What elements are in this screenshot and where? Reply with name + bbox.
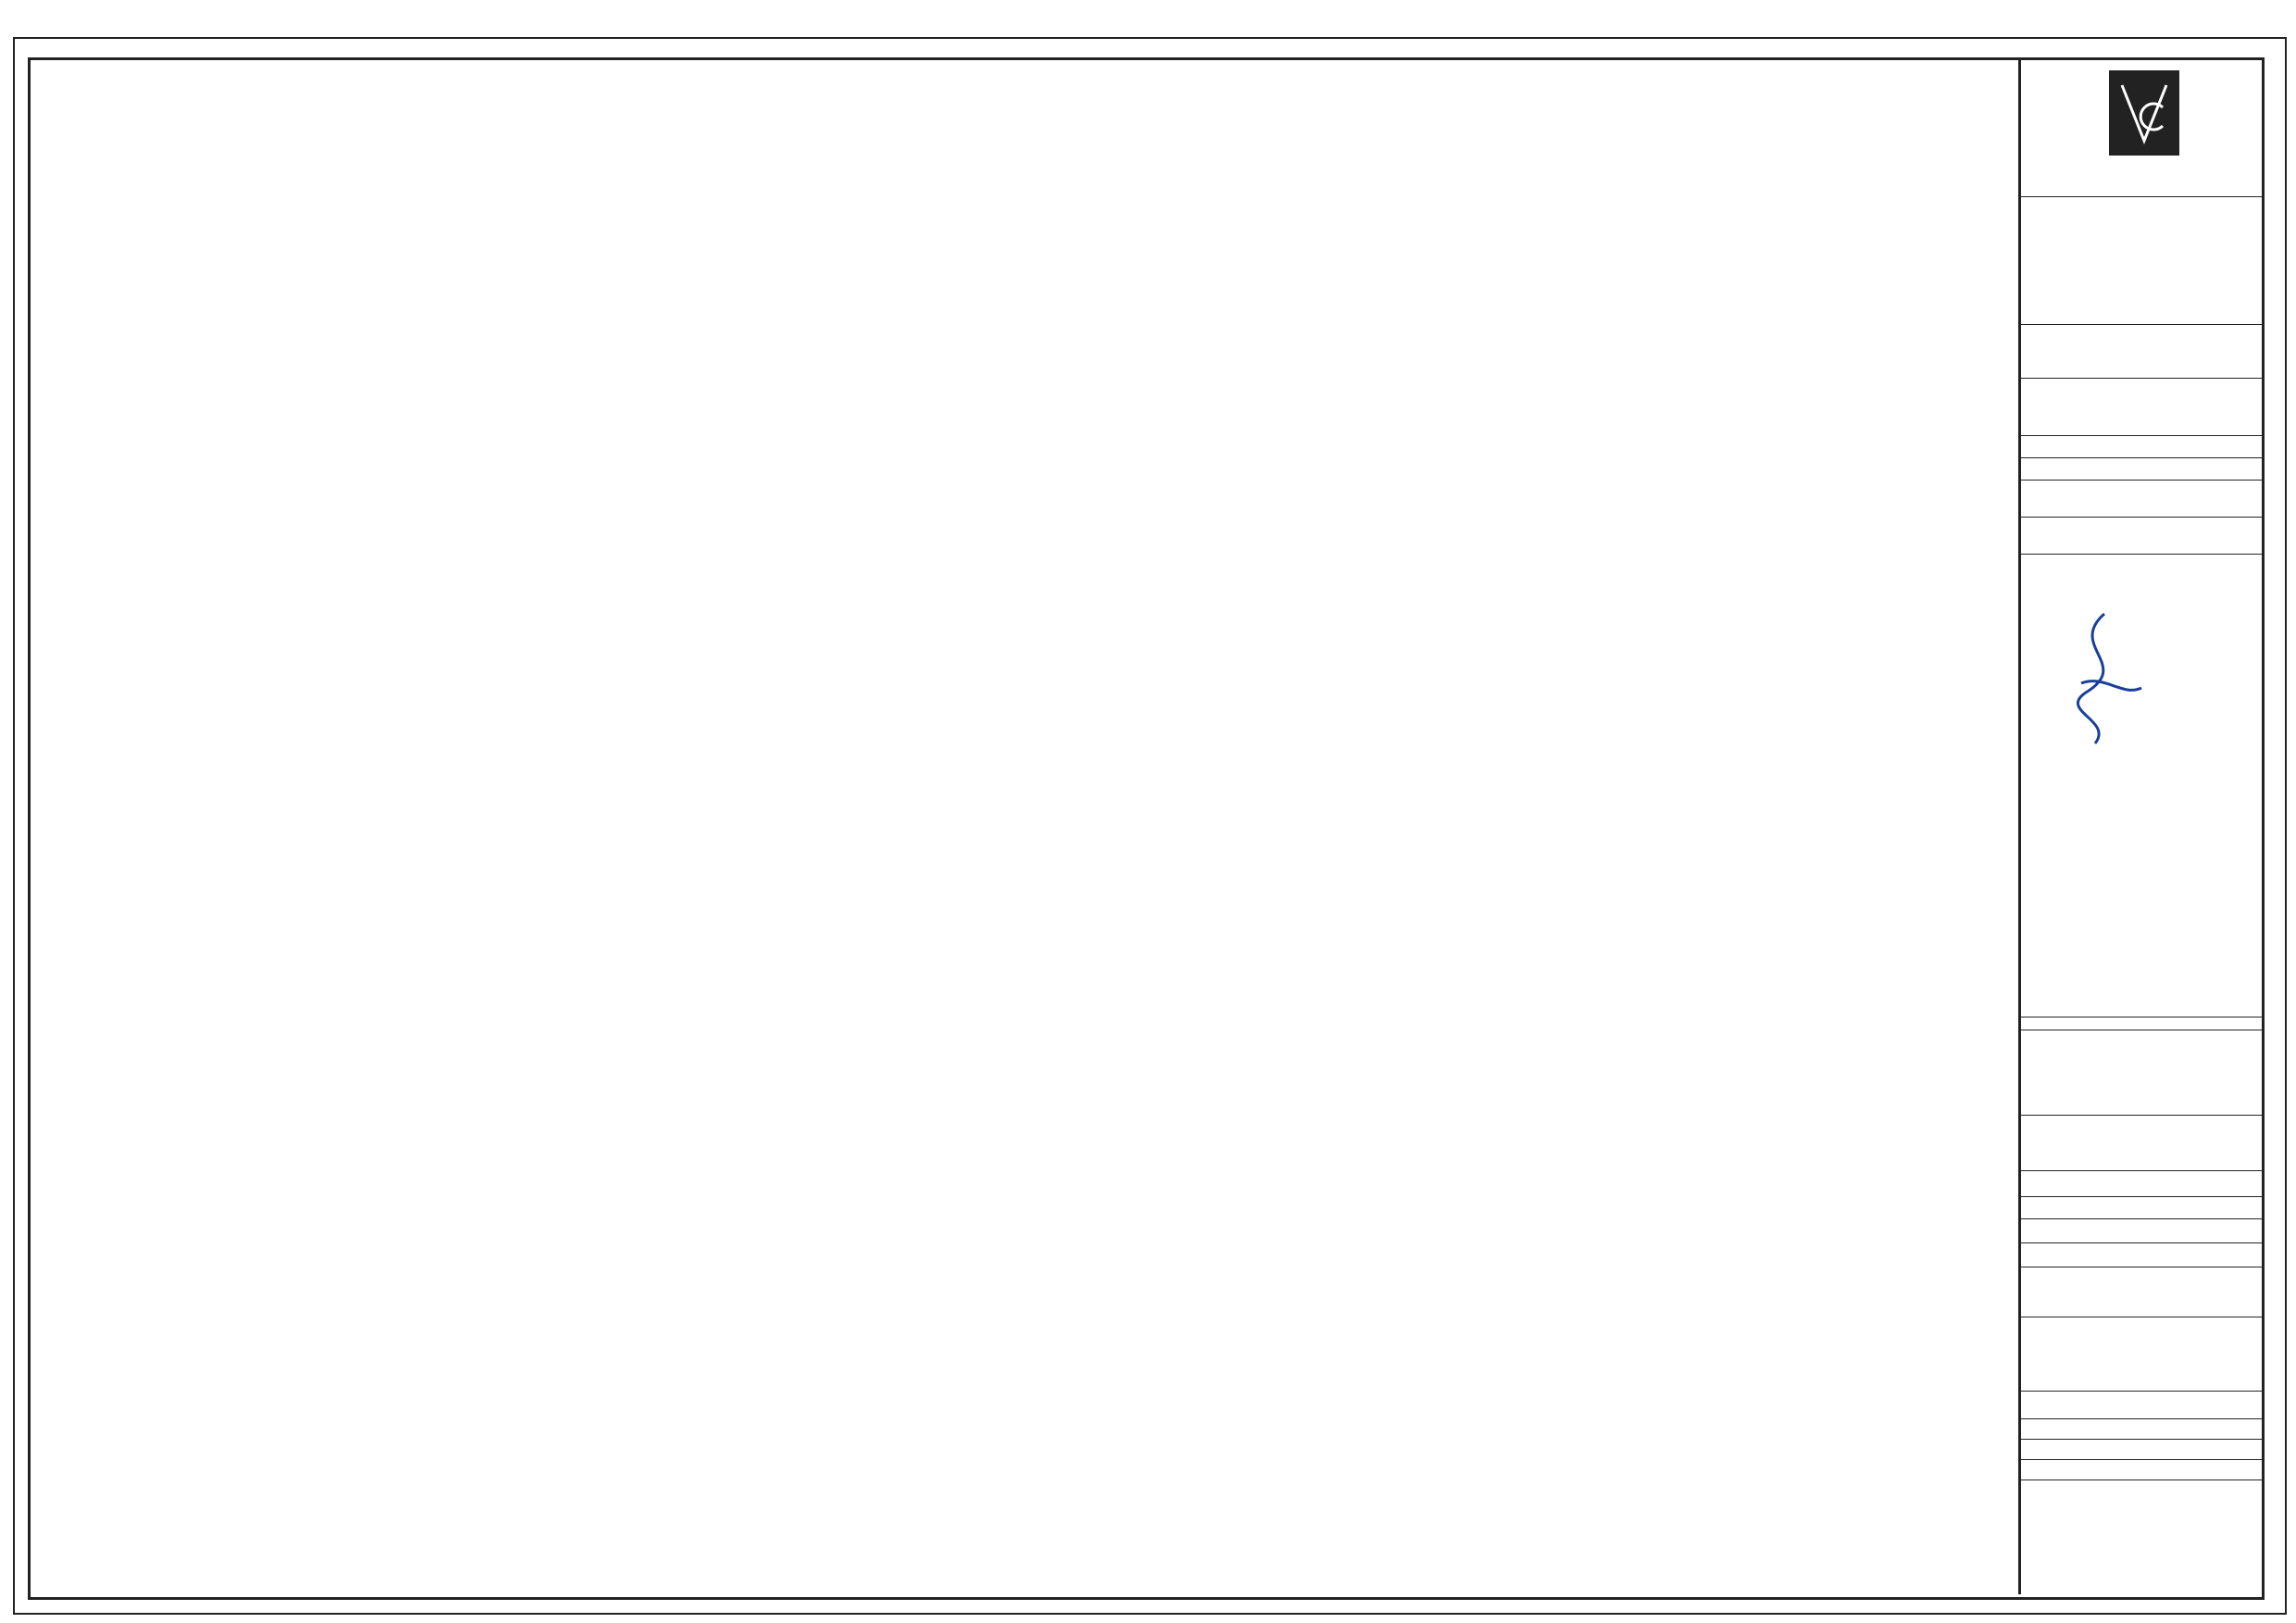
signature bbox=[2049, 609, 2160, 748]
drg-no-row bbox=[2021, 1391, 2265, 1419]
plumbing-row bbox=[2021, 457, 2265, 481]
electrical-row bbox=[2021, 435, 2265, 458]
architect-block bbox=[2021, 196, 2265, 325]
revision-table bbox=[2021, 1115, 2265, 1171]
sheet-title-block bbox=[2021, 1317, 2265, 1392]
drawn-by-row bbox=[2021, 1218, 2265, 1243]
project-no-row bbox=[2021, 1196, 2265, 1219]
company-block bbox=[2021, 57, 2265, 197]
landscape-row bbox=[2021, 517, 2265, 555]
project-details bbox=[2021, 324, 2265, 379]
title-block bbox=[2018, 57, 2265, 1594]
drg-no-ref-block bbox=[2021, 1030, 2265, 1116]
checked-by-row bbox=[2021, 1242, 2265, 1267]
copyright-row bbox=[2021, 1267, 2265, 1317]
company-logo bbox=[2109, 70, 2179, 156]
reference-row bbox=[2021, 1017, 2265, 1030]
date-row bbox=[2021, 1459, 2265, 1480]
notes-block bbox=[2021, 554, 2265, 1017]
consultants-block bbox=[2021, 378, 2265, 436]
beam-details-area bbox=[33, 65, 2015, 1583]
facility-row bbox=[2021, 480, 2265, 518]
scale-row bbox=[2021, 1418, 2265, 1440]
revision-row bbox=[2021, 1170, 2265, 1197]
sheet-row bbox=[2021, 1439, 2265, 1460]
